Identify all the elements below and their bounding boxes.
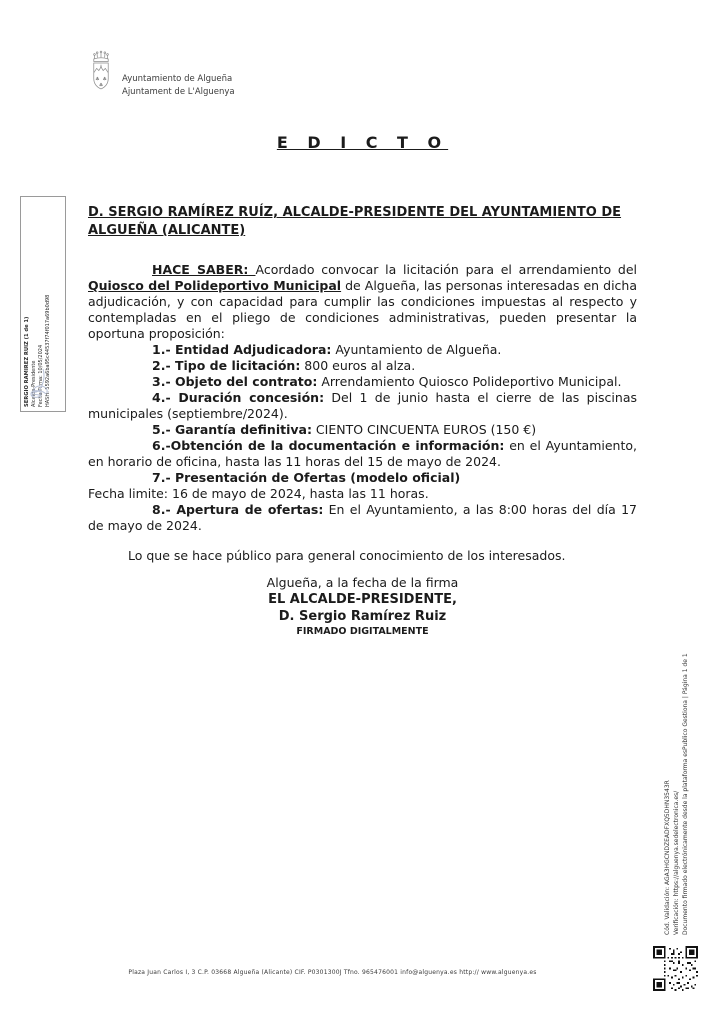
- item-label: 6.-Obtención de la documentación e información:: [152, 438, 505, 453]
- stamp-signer-role: Alcalde-Presidente: [31, 360, 37, 407]
- item-label: 1.- Entidad Adjudicadora:: [152, 342, 332, 357]
- validation-code: Cód. Validación: AGA3HGCNDZEADFXQ5DHN3543R: [664, 780, 671, 935]
- item-label: 8.- Apertura de ofertas:: [152, 502, 324, 517]
- stamp-sign-date: Fecha Firma: 10/05/2024: [38, 344, 44, 407]
- notice-item-8: [88, 502, 637, 534]
- municipality-name-es: Ayuntamiento de Algueña: [122, 74, 233, 84]
- intro-paragraph: [88, 262, 637, 342]
- notice-item-4: [88, 390, 637, 422]
- closing-statement: Lo que se hace público para general conocimiento de los interesados.: [128, 548, 566, 563]
- notice-item-7: [88, 470, 637, 486]
- contract-object-emphasis: Quiosco del Polideportivo Municipal: [88, 278, 342, 293]
- item-label: 7.- Presentación de Ofertas (modelo oficial): [152, 470, 461, 485]
- platform-note: Documento firmado electrónicamente desde la plataforma esPublico Gestiona | Página 1 de 1: [682, 653, 689, 935]
- item-label: 3.- Objeto del contrato:: [152, 374, 318, 389]
- notice-item-3: [88, 374, 637, 390]
- hace-saber-lead: HACE SABER:: [152, 262, 256, 277]
- svg-text:♣: ♣: [102, 76, 107, 83]
- stamp-hash: HASH: 5592a6ba95c44537f74f017a69b0d98: [45, 294, 51, 407]
- item-label: 4.- Duración concesión:: [152, 390, 325, 405]
- signature-digital-note: FIRMADO DIGITALMENTE: [296, 626, 429, 637]
- item-label: 5.- Garantía definitiva:: [152, 422, 312, 437]
- handwritten-signature-icon: [29, 367, 55, 405]
- item-text: Ayuntamiento de Algueña.: [331, 342, 502, 357]
- item-text: CIENTO CINCUENTA EUROS (150 €): [311, 422, 537, 437]
- coat-of-arms-icon: [88, 44, 114, 104]
- validation-sidebar: [663, 600, 690, 935]
- issuer-heading: D. SERGIO RAMÍREZ RUÍZ, ALCALDE-PRESIDENTE DEL AYUNTAMIENTO DE ALGUEÑA (ALICANTE): [88, 205, 622, 238]
- notice-item-7-deadline: [88, 486, 637, 502]
- notice-item-6: [88, 438, 637, 470]
- notice-item-1: [88, 342, 637, 358]
- municipality-name-valencian: Ajuntament de L'Alguenya: [122, 87, 235, 97]
- digital-signature-stamp: [20, 196, 66, 412]
- verification-url: Verificación: https://alguenya.sedelectronica.es/: [673, 790, 680, 935]
- item-text: En el Ayuntamiento, a las 8:00 horas del día 17 de mayo de 2024.: [88, 502, 637, 533]
- item-text: en el Ayuntamiento, en horario de oficina, hasta las 11 horas del 15 de mayo de 2024.: [88, 438, 637, 469]
- signature-block: [88, 575, 637, 639]
- notice-item-2: [88, 358, 637, 374]
- svg-text:♣: ♣: [95, 76, 100, 83]
- signature-name: D. Sergio Ramírez Ruiz: [278, 609, 447, 624]
- signature-role: EL ALCALDE-PRESIDENTE,: [268, 592, 457, 607]
- item-label: 2.- Tipo de licitación:: [152, 358, 301, 373]
- document-content: [88, 132, 637, 639]
- notice-item-5: [88, 422, 637, 438]
- municipality-logo: [88, 44, 235, 104]
- municipality-name: [122, 73, 235, 104]
- item-text: Del 1 de junio hasta el cierre de las piscinas municipales (septiembre/2024).: [88, 390, 638, 421]
- svg-text:♣: ♣: [98, 82, 104, 89]
- footer-address: Plaza Juan Carlos I, 3 C.P. 03668 Algueña (Alicante) CIF. P0301300J Tfno. 965476001 info@alguenya.es http:// www.alguenya.es: [128, 969, 537, 976]
- item-text: 800 euros al alza.: [300, 358, 416, 373]
- intro-text-2: de Algueña, las personas interesadas en dicha adjudicación, y con capacidad para cumplir las condiciones impuestas al respecto y contempladas en el pliego de condiciones administrativas, pueden presentar la oportuna proposición:: [88, 278, 637, 341]
- document-title: E D I C T O: [276, 133, 449, 152]
- item-text: Arrendamiento Quiosco Polideportivo Municipal.: [317, 374, 622, 389]
- item-text: Fecha limite: 16 de mayo de 2024, hasta las 11 horas.: [88, 486, 429, 501]
- intro-text-1: Acordado convocar la licitación para el arrendamiento del: [255, 262, 637, 277]
- stamp-signer-name: SERGIO RAMIREZ RUIZ (1 de 1): [24, 316, 30, 407]
- signature-place-date: Algueña, a la fecha de la firma: [266, 575, 459, 590]
